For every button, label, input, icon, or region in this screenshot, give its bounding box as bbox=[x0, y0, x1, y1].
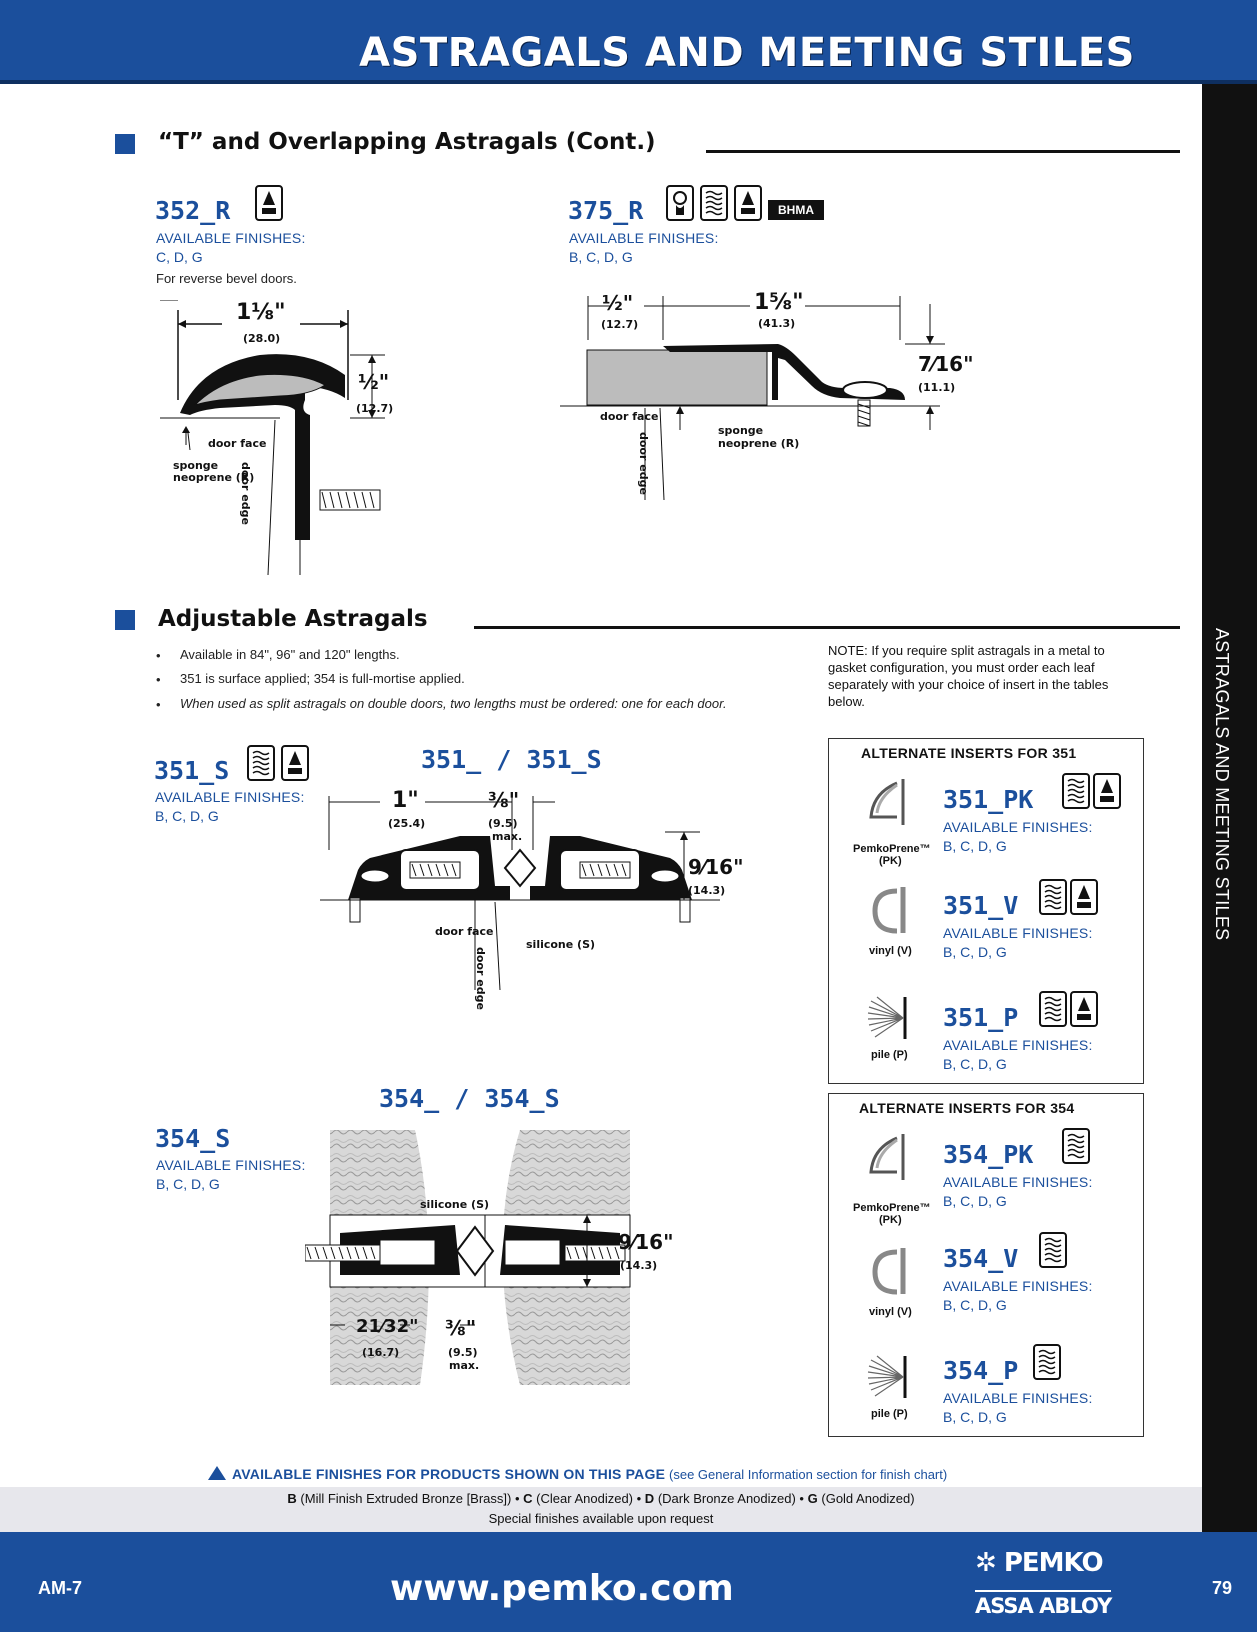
finishes-value: B, C, D, G bbox=[943, 944, 1007, 960]
finishes-value: B, C, D, G bbox=[943, 1409, 1007, 1425]
drawing-352r bbox=[160, 300, 420, 580]
finishes-value: C, D, G bbox=[156, 249, 203, 265]
dim-a: 21⁄32" bbox=[356, 1316, 419, 1337]
finishes-label: AVAILABLE FINISHES: bbox=[943, 925, 1093, 941]
dim-b-max: max. bbox=[449, 1359, 480, 1372]
finishes-value: B, C, D, G bbox=[155, 808, 219, 824]
dim-c: 9⁄16" bbox=[618, 1230, 674, 1254]
product-code-351p: 351_P bbox=[943, 1003, 1019, 1032]
dim-b: 1⅝" bbox=[754, 290, 804, 315]
acoustic-icon bbox=[1039, 991, 1067, 1027]
product-code-375r: 375_R bbox=[568, 196, 644, 225]
fire-rated-icon bbox=[734, 185, 762, 221]
section-rule bbox=[706, 150, 1180, 153]
page-title: ASTRAGALS AND MEETING STILES bbox=[359, 30, 1135, 76]
dim-c: 9⁄16" bbox=[688, 855, 744, 879]
triangle-icon bbox=[208, 1466, 226, 1480]
insert-label: (PK) bbox=[879, 1214, 902, 1226]
note-line: gasket configuration, you must order each leaf bbox=[828, 660, 1095, 675]
dim-c-mm: (14.3) bbox=[620, 1259, 658, 1272]
dim-width-mm: (28.0) bbox=[243, 332, 281, 345]
label-door-edge: door edge bbox=[239, 462, 252, 525]
alt-title: ALTERNATE INSERTS FOR 351 bbox=[861, 745, 1077, 761]
finish-code-g: G bbox=[807, 1491, 818, 1506]
smoke-seal-icon bbox=[666, 185, 694, 221]
section-rule bbox=[474, 626, 1180, 629]
finishes-label: AVAILABLE FINISHES: bbox=[569, 230, 719, 246]
product-code-354s: 354_S bbox=[155, 1124, 231, 1153]
finishes-heading: AVAILABLE FINISHES FOR PRODUCTS SHOWN ON THIS PAGE bbox=[232, 1466, 666, 1482]
finish-text-b: (Mill Finish Extruded Bronze [Brass]) • bbox=[300, 1491, 520, 1506]
dim-height-mm: (12.7) bbox=[356, 402, 394, 415]
label-neoprene: neoprene (R) bbox=[718, 437, 800, 450]
bullet-dot: • bbox=[156, 648, 161, 663]
note-line: separately with your choice of insert in the tables bbox=[828, 677, 1109, 692]
product-code-354p: 354_P bbox=[943, 1356, 1019, 1385]
header-divider bbox=[0, 80, 1257, 84]
pemkoprene-insert-icon bbox=[863, 1128, 919, 1188]
finishes-value: B, C, D, G bbox=[943, 1056, 1007, 1072]
label-sponge: sponge bbox=[173, 459, 219, 472]
footer-page-number: 79 bbox=[1212, 1578, 1233, 1598]
product-code-351pk: 351_PK bbox=[943, 785, 1034, 814]
label-door-edge: door edge bbox=[637, 432, 650, 495]
header-bar bbox=[0, 0, 1257, 84]
section-title-adjustable: Adjustable Astragals bbox=[158, 606, 428, 632]
section-title-t-astragals: “T” and Overlapping Astragals (Cont.) bbox=[158, 129, 656, 155]
drawing-354 bbox=[305, 1125, 665, 1395]
finishes-bar bbox=[0, 1487, 1202, 1532]
dim-b-mm: (9.5) bbox=[488, 817, 518, 830]
finishes-label: AVAILABLE FINISHES: bbox=[943, 1174, 1093, 1190]
list-item: Available in 84", 96" and 120" lengths. bbox=[180, 647, 400, 662]
pemkoprene-insert-icon bbox=[863, 773, 919, 833]
split-astragal-note bbox=[828, 642, 1168, 710]
section-marker bbox=[115, 134, 135, 154]
finishes-label: AVAILABLE FINISHES: bbox=[156, 230, 306, 246]
dim-height: ½" bbox=[358, 370, 390, 394]
finishes-list bbox=[0, 1491, 1202, 1506]
acoustic-icon bbox=[1062, 1128, 1090, 1164]
insert-label: PemkoPrene™ bbox=[853, 843, 931, 855]
special-finishes-note: Special finishes available upon request bbox=[488, 1511, 714, 1526]
acoustic-icon bbox=[700, 185, 728, 221]
label-silicone: silicone (S) bbox=[420, 1198, 490, 1211]
footer-url[interactable]: www.pemko.com bbox=[390, 1568, 734, 1609]
label-door-face: door face bbox=[435, 925, 494, 938]
finishes-label: AVAILABLE FINISHES: bbox=[943, 1037, 1093, 1053]
dim-b-max: max. bbox=[492, 830, 523, 843]
finish-code-c: C bbox=[523, 1491, 533, 1506]
dim-b: ⅜" bbox=[488, 788, 520, 812]
pile-insert-icon bbox=[867, 993, 917, 1043]
fire-rated-icon bbox=[255, 185, 283, 221]
footer-section-page: AM-7 bbox=[38, 1578, 82, 1598]
finishes-value: B, C, D, G bbox=[943, 1193, 1007, 1209]
insert-label: pile (P) bbox=[871, 1408, 908, 1420]
label-silicone: silicone (S) bbox=[526, 938, 596, 951]
dim-c-mm: (11.1) bbox=[918, 381, 956, 394]
insert-label: PemkoPrene™ bbox=[853, 1202, 931, 1214]
note-line: below. bbox=[828, 694, 865, 709]
dim-c-mm: (14.3) bbox=[688, 884, 726, 897]
bullet-dot: • bbox=[156, 672, 161, 687]
note-line: NOTE: If you require split astragals in a metal to bbox=[828, 643, 1105, 658]
dim-width: 1⅛" bbox=[236, 300, 286, 325]
dim-a: 1" bbox=[392, 788, 419, 813]
product-code-352r: 352_R bbox=[155, 196, 231, 225]
finishes-label: AVAILABLE FINISHES: bbox=[156, 1157, 306, 1173]
label-door-face: door face bbox=[600, 410, 659, 423]
fire-rated-icon bbox=[1070, 879, 1098, 915]
product-code-354v: 354_V bbox=[943, 1244, 1019, 1273]
finishes-label: AVAILABLE FINISHES: bbox=[943, 1278, 1093, 1294]
insert-label: vinyl (V) bbox=[869, 1306, 912, 1318]
dim-a-mm: (25.4) bbox=[388, 817, 426, 830]
dim-a-mm: (16.7) bbox=[362, 1346, 400, 1359]
finishes-value: B, C, D, G bbox=[569, 249, 633, 265]
finishes-value: B, C, D, G bbox=[943, 1297, 1007, 1313]
fire-rated-icon bbox=[281, 745, 309, 781]
finish-text-g: (Gold Anodized) bbox=[821, 1491, 915, 1506]
finishes-value: B, C, D, G bbox=[156, 1176, 220, 1192]
product-code-351v: 351_V bbox=[943, 891, 1019, 920]
finishes-value: B, C, D, G bbox=[943, 838, 1007, 854]
label-door-edge: door edge bbox=[474, 947, 487, 1010]
insert-label: (PK) bbox=[879, 855, 902, 867]
finish-code-b: B bbox=[287, 1491, 297, 1506]
pemko-logo bbox=[975, 1548, 1103, 1578]
vinyl-insert-icon bbox=[867, 1244, 917, 1300]
finishes-label: AVAILABLE FINISHES: bbox=[943, 819, 1093, 835]
vinyl-insert-icon bbox=[867, 883, 917, 939]
insert-label: pile (P) bbox=[871, 1049, 908, 1061]
drawing-heading-351: 351_ / 351_S bbox=[421, 745, 602, 774]
finish-code-d: D bbox=[644, 1491, 655, 1506]
footer-bar bbox=[0, 1532, 1257, 1632]
finish-text-c: (Clear Anodized) • bbox=[536, 1491, 642, 1506]
section-marker bbox=[115, 610, 135, 630]
bhma-badge: BHMA bbox=[768, 200, 824, 220]
dim-b-mm: (9.5) bbox=[448, 1346, 478, 1359]
label-neoprene: neoprene (R) bbox=[173, 471, 255, 484]
insert-label: vinyl (V) bbox=[869, 945, 912, 957]
side-title: ASTRAGALS AND MEETING STILES bbox=[1212, 628, 1232, 941]
list-item: 351 is surface applied; 354 is full-mortise applied. bbox=[180, 671, 465, 686]
logo-text: PEMKO bbox=[1003, 1548, 1103, 1578]
alternate-inserts-354 bbox=[828, 1093, 1144, 1437]
finish-text-d: (Dark Bronze Anodized) • bbox=[657, 1491, 804, 1506]
bullet-dot: • bbox=[156, 697, 161, 712]
dim-b-mm: (41.3) bbox=[758, 317, 796, 330]
acoustic-icon bbox=[1039, 879, 1067, 915]
finishes-heading-row bbox=[232, 1466, 947, 1482]
pile-insert-icon bbox=[867, 1352, 917, 1402]
product-note: For reverse bevel doors. bbox=[156, 271, 297, 286]
pemko-star-icon: ✲ bbox=[975, 1548, 996, 1578]
acoustic-icon bbox=[1062, 773, 1090, 809]
finishes-heading-note: (see General Information section for finish chart) bbox=[669, 1467, 948, 1482]
alt-title: ALTERNATE INSERTS FOR 354 bbox=[859, 1100, 1075, 1116]
label-door-face: door face bbox=[208, 437, 267, 450]
fire-rated-icon bbox=[1093, 773, 1121, 809]
acoustic-icon bbox=[1039, 1232, 1067, 1268]
list-item: When used as split astragals on double doors, two lengths must be ordered: one for each door. bbox=[180, 696, 727, 711]
drawing-351 bbox=[320, 790, 720, 1010]
label-sponge: sponge bbox=[718, 424, 764, 437]
finishes-label: AVAILABLE FINISHES: bbox=[943, 1390, 1093, 1406]
alternate-inserts-351 bbox=[828, 738, 1144, 1084]
dim-b: ⅜" bbox=[445, 1316, 477, 1340]
dim-a: ½" bbox=[602, 291, 634, 315]
finishes-label: AVAILABLE FINISHES: bbox=[155, 789, 305, 805]
acoustic-icon bbox=[1033, 1344, 1061, 1380]
fire-rated-icon bbox=[1070, 991, 1098, 1027]
dim-a-mm: (12.7) bbox=[601, 318, 639, 331]
drawing-heading-354: 354_ / 354_S bbox=[379, 1084, 560, 1113]
dim-c: 7⁄16" bbox=[918, 352, 974, 376]
acoustic-icon bbox=[247, 745, 275, 781]
product-code-351s: 351_S bbox=[154, 756, 230, 785]
assa-abloy-logo: ASSA ABLOY bbox=[975, 1590, 1111, 1618]
product-code-354pk: 354_PK bbox=[943, 1140, 1034, 1169]
